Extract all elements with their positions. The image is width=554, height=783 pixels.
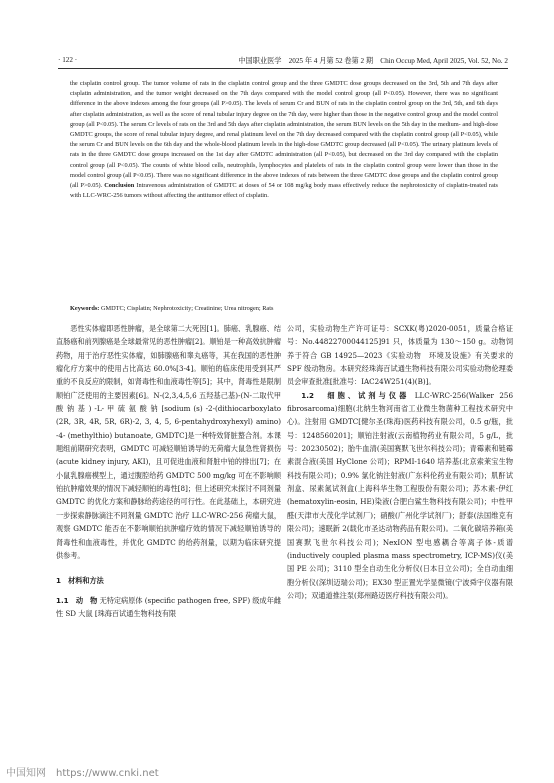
watermark-text: 中国知网 https://www.cnki.net <box>6 768 159 779</box>
page-header <box>58 54 508 69</box>
abstract-body: the cisplatin control group. The tumor volume of rats in the cisplatin control group and the three GMDTC dose groups decreased on the 3rd, 5th and 7th days after cisplatin administration, and the tumor weight decreased on the 7th days compared with the model control group (all P<0.05). However, there was no significant difference in the above indexes among the four groups (all P>0.05). The levels of serum Cr and BUN of rats in the cisplatin control group on the 3rd, 5th, and 6th days after cisplatin administration, as well as the score of renal tubular injury degree on the 7th day, were higher than those in the negative control group and the model control group (all P<0.05). The serum Cr levels of rats on the 3rd and 5th days after cisplatin administration, the serum BUN levels on the 5th day in the medium- and high-dose GMDTC groups, the score of renal tubular injury degree, and renal platinum level on the 7th day decreased compared with the cisplatin control group (all P<0.05), while the serum Cr and BUN levels on the 6th day and the whole-blood platinum levels in the high-dose GMDTC group decreased (all P<0.05). The urinary platinum levels of rats in the three GMDTC dose groups increased on the 1st day after GMDTC administration (all P<0.05), but decreased on the 3rd day compared with the cisplatin control group (all P<0.05). The counts of white blood cells, neutrophils, lymphocytes and platelets of rats in the cisplatin control group were lower than those in the model control group (all P<0.05). There was no significant difference in the above indexes of rats between the three GMDTC dose groups and the cisplatin control group (all P>0.05). <box>70 80 498 190</box>
right-column <box>287 322 513 602</box>
conclusion-text: Intravenous administration of GMDTC at doses of 54 or 108 mg/kg body mass effectively reduce the nephrotoxicity of cisplatin-treated rats with LLC-WRC-256 tumors without affecting the antitumor effect of cisplatin. <box>70 182 499 200</box>
animals-text: 无特定病原体 (specific pathogen free, SPF) 级成年雌性 SD 大鼠 [珠海百试通生物科技有限 <box>56 595 281 618</box>
keywords-text: GMDTC; Cisplatin; Nephrotoxicity; Creatinine; Urea nitrogen; Rats <box>100 305 274 312</box>
keywords-label: Keywords: <box>70 305 100 312</box>
animals-continued: 公司，实验动物生产许可证号：SCXK(粤)2020-0051，质量合格证号：No.44822700044125]91 只，体质量为 130～150 g。动物饲养于符合 GB 14925—2023《实验动物 环境及设施》有关要求的 SPF 级动物房。本研究经珠海百试通生物科技有限公司实验动物伦理委员会审查批准[批准号：IAC24W251(4)(B)]。 <box>287 324 513 387</box>
intro-paragraph: 恶性实体瘤即恶性肿瘤，是全球第二大死因[1]。肺癌、乳腺癌、结直肠癌和前列腺癌是全球最常见的恶性肿瘤[2]。顺铂是一种高效抗肿瘤药物，用于治疗恶性实体瘤，如肺腺癌和睾丸癌等，其在我国的恶性肿瘤化疗方案中的使用占比高达 60.0%[3-4]。顺铂的临床使用受到其严重的不良反应的限制，如肾毒性和血液毒性等[5]；其中，肾毒性是限制顺铂广泛使用的主要因素[6]。N-(2,3,4,5,6 五羟基己基)-(N-二取代甲 酸 钠 基 ) -L- 甲 硫 氨 酸 钠 [sodium (s) -2-(dithiocarboxylato (2R, 3R, 4R, 5R, 6R)-2, 3, 4, 5, 6-pentahydroxyhexyl) amino) -4- (methylthio) butanoate, GMDTC]是一种特效肾脏螯合剂。本课题组前期研究表明，GMDTC 可减轻顺铂诱导的无荷瘤大鼠急性肾损伤(acute kidney injury, AKI)，且可促进血液和肾脏中铂的排出[7]；在小鼠乳腺癌模型上，通过腹腔给药 GMDTC 500 mg/kg 可在不影响顺铂抗肿瘤效果的情况下减轻顺铂的毒性[8]；但上述研究未探讨不同剂量 GMDTC 的优化方案和静脉给药途径的可行性。在此基础上，本研究进一步探索静脉滴注不同剂量 GMDTC 治疗 LLC-WRC-256 荷瘤大鼠，观察 GMDTC 能否在不影响顺铂抗肿瘤疗效的情况下减轻顺铂诱导的肾毒性和血液毒性，并优化 GMDTC 的给药剂量，以期为临床研究提供参考。 <box>56 324 281 560</box>
page-number: · 122 · <box>58 56 78 64</box>
left-column <box>56 322 281 620</box>
reagents-paragraph <box>287 389 513 603</box>
subsection-label-reagents: 1.2 细胞、试剂与仪器 <box>301 390 410 400</box>
keywords-line <box>70 304 498 314</box>
abstract-english <box>70 79 498 201</box>
subsection-label-animals: 1.1 动 物 <box>56 595 98 605</box>
conclusion-label: Conclusion <box>104 182 135 190</box>
animals-paragraph <box>56 594 281 621</box>
running-head: 中国职业医学 2025 年 4 月第 52 卷第 2 期 Chin Occup Med, April 2025, Vol. 52, No. 2 <box>238 57 508 65</box>
cnki-watermark <box>6 764 159 779</box>
section-heading-methods: 1 材料和方法 <box>56 576 104 586</box>
reagents-text: LLC-WRC-256(Walker 256 fibrosarcoma)细胞(北纳生物河南省工业微生物菌种工程技术研究中心)。注射用 GMDTC[健尔圣(珠海)医药科技有限公司，0.5 g/瓶，批号：1248560201]；顺铂注射液(云南植物药业有限公司，5 g/L，批号：20230502)；胎牛血清(美国赛默飞世尔科技公司)；青霉素和链霉素混合液(美国 HyClone 公司)；RPMI-1640 培养基(北京索莱宝生物科技有限公司)；0.9% 氯化钠注射液(广东科伦药业有限公司)；肌酐试剂盒、尿素氮试剂盒(上海科华生物工程股份有限公司)；苏木素-伊红(hematoxylin-eosin, HE)染液(合肥白鲨生物科技有限公司)；中性甲醛(天津市大茂化学试剂厂)；硝酸(广州化学试剂厂)；舒泰(法国维克有限公司)；速眠新 2(载化市圣达动物药品有限公司)。二氧化碳培养箱(美国赛默飞世尔科技公司)；NexION 型电感耦合等离子体-质谱(inductively coupled plasma mass spectrometry, ICP-MS)仪(美国 PE 公司)；3110 型全自动生化分析仪(日本日立公司)；全自动血细胞分析仪(深圳迈瑞公司)；EX30 型正置光学显微镜(宁波舜宇仪器有限公司)；双通道推注泵(郑州路迈医疗科技有限公司)。 <box>287 390 513 600</box>
